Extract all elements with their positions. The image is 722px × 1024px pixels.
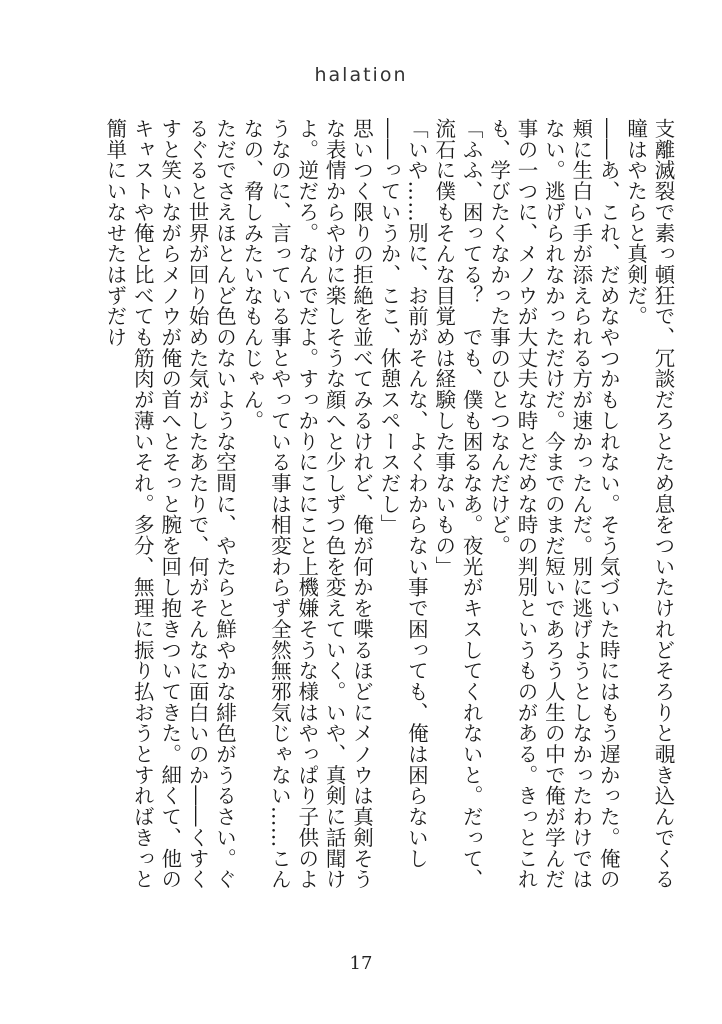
paragraph: ――あ、これ、だめなやつかもしれない。そう気づいた時にはもう遅かった。俺の頬に生白い手が添えられる方が速かったんだ。別に逃げようとしなかったわけではない。逃げられなかっただけだ。今までのまだ短いであろう人生の中で俺が学んだ事の一つに、メノウが大丈夫な時とだめな時の判別というものがある。きっとこれも、学びたくなかった事のひとつなんだけど。 [486, 118, 621, 890]
novel-body-text [36, 118, 676, 908]
running-title: halation [314, 64, 408, 86]
paragraph: 「いや……別に、お前がそんな、よくわからない事で困っても、俺は困らないし――っていうか、ここ、休憩スペースだし」 [376, 118, 429, 869]
paragraph: 支離滅裂で素っ頓狂で、冗談だろとため息をついたけれどそろりと覗き込んでくる瞳はやたらと真剣だ。 [623, 118, 675, 890]
page-number: 17 [349, 953, 373, 974]
paragraph: 「ふふ、困ってる？ でも、僕も困るなあ。夜光がキスしてくれないと。だって、流石に僕もそんな目覚めは経験した事ないもの」 [431, 118, 484, 890]
paragraph: 思いつく限りの拒絶を並べてみるけれど、俺が何かを喋るほどにメノウは真剣そうな表情からやけに楽しそうな顔へと少しずつ色を変えていく。いや、真剣に話聞けよ。逆だろ。なんでだよ。すっかりにこにこと上機嫌そうな様はやっぱり子供のようなのに、言っている事とやっている事は相変わらず全然無邪気じゃない……こんなの、脅しみたいなもんじゃん。 [239, 118, 374, 890]
paragraph: ただでさえほとんど色のないような空間に、やたらと鮮やかな緋色がうるさい。ぐるぐると世界が回り始めた気がしたあたりで、何がそんなに面白いのか――くすくすと笑いながらメノウが俺の首へとそっと腕を回し抱きついてきた。細くて、他のキャストや俺と比べても筋肉が薄いそれ。多分、無理に振り払おうとすればきっと簡単にいなせたはずだけ [102, 118, 237, 890]
